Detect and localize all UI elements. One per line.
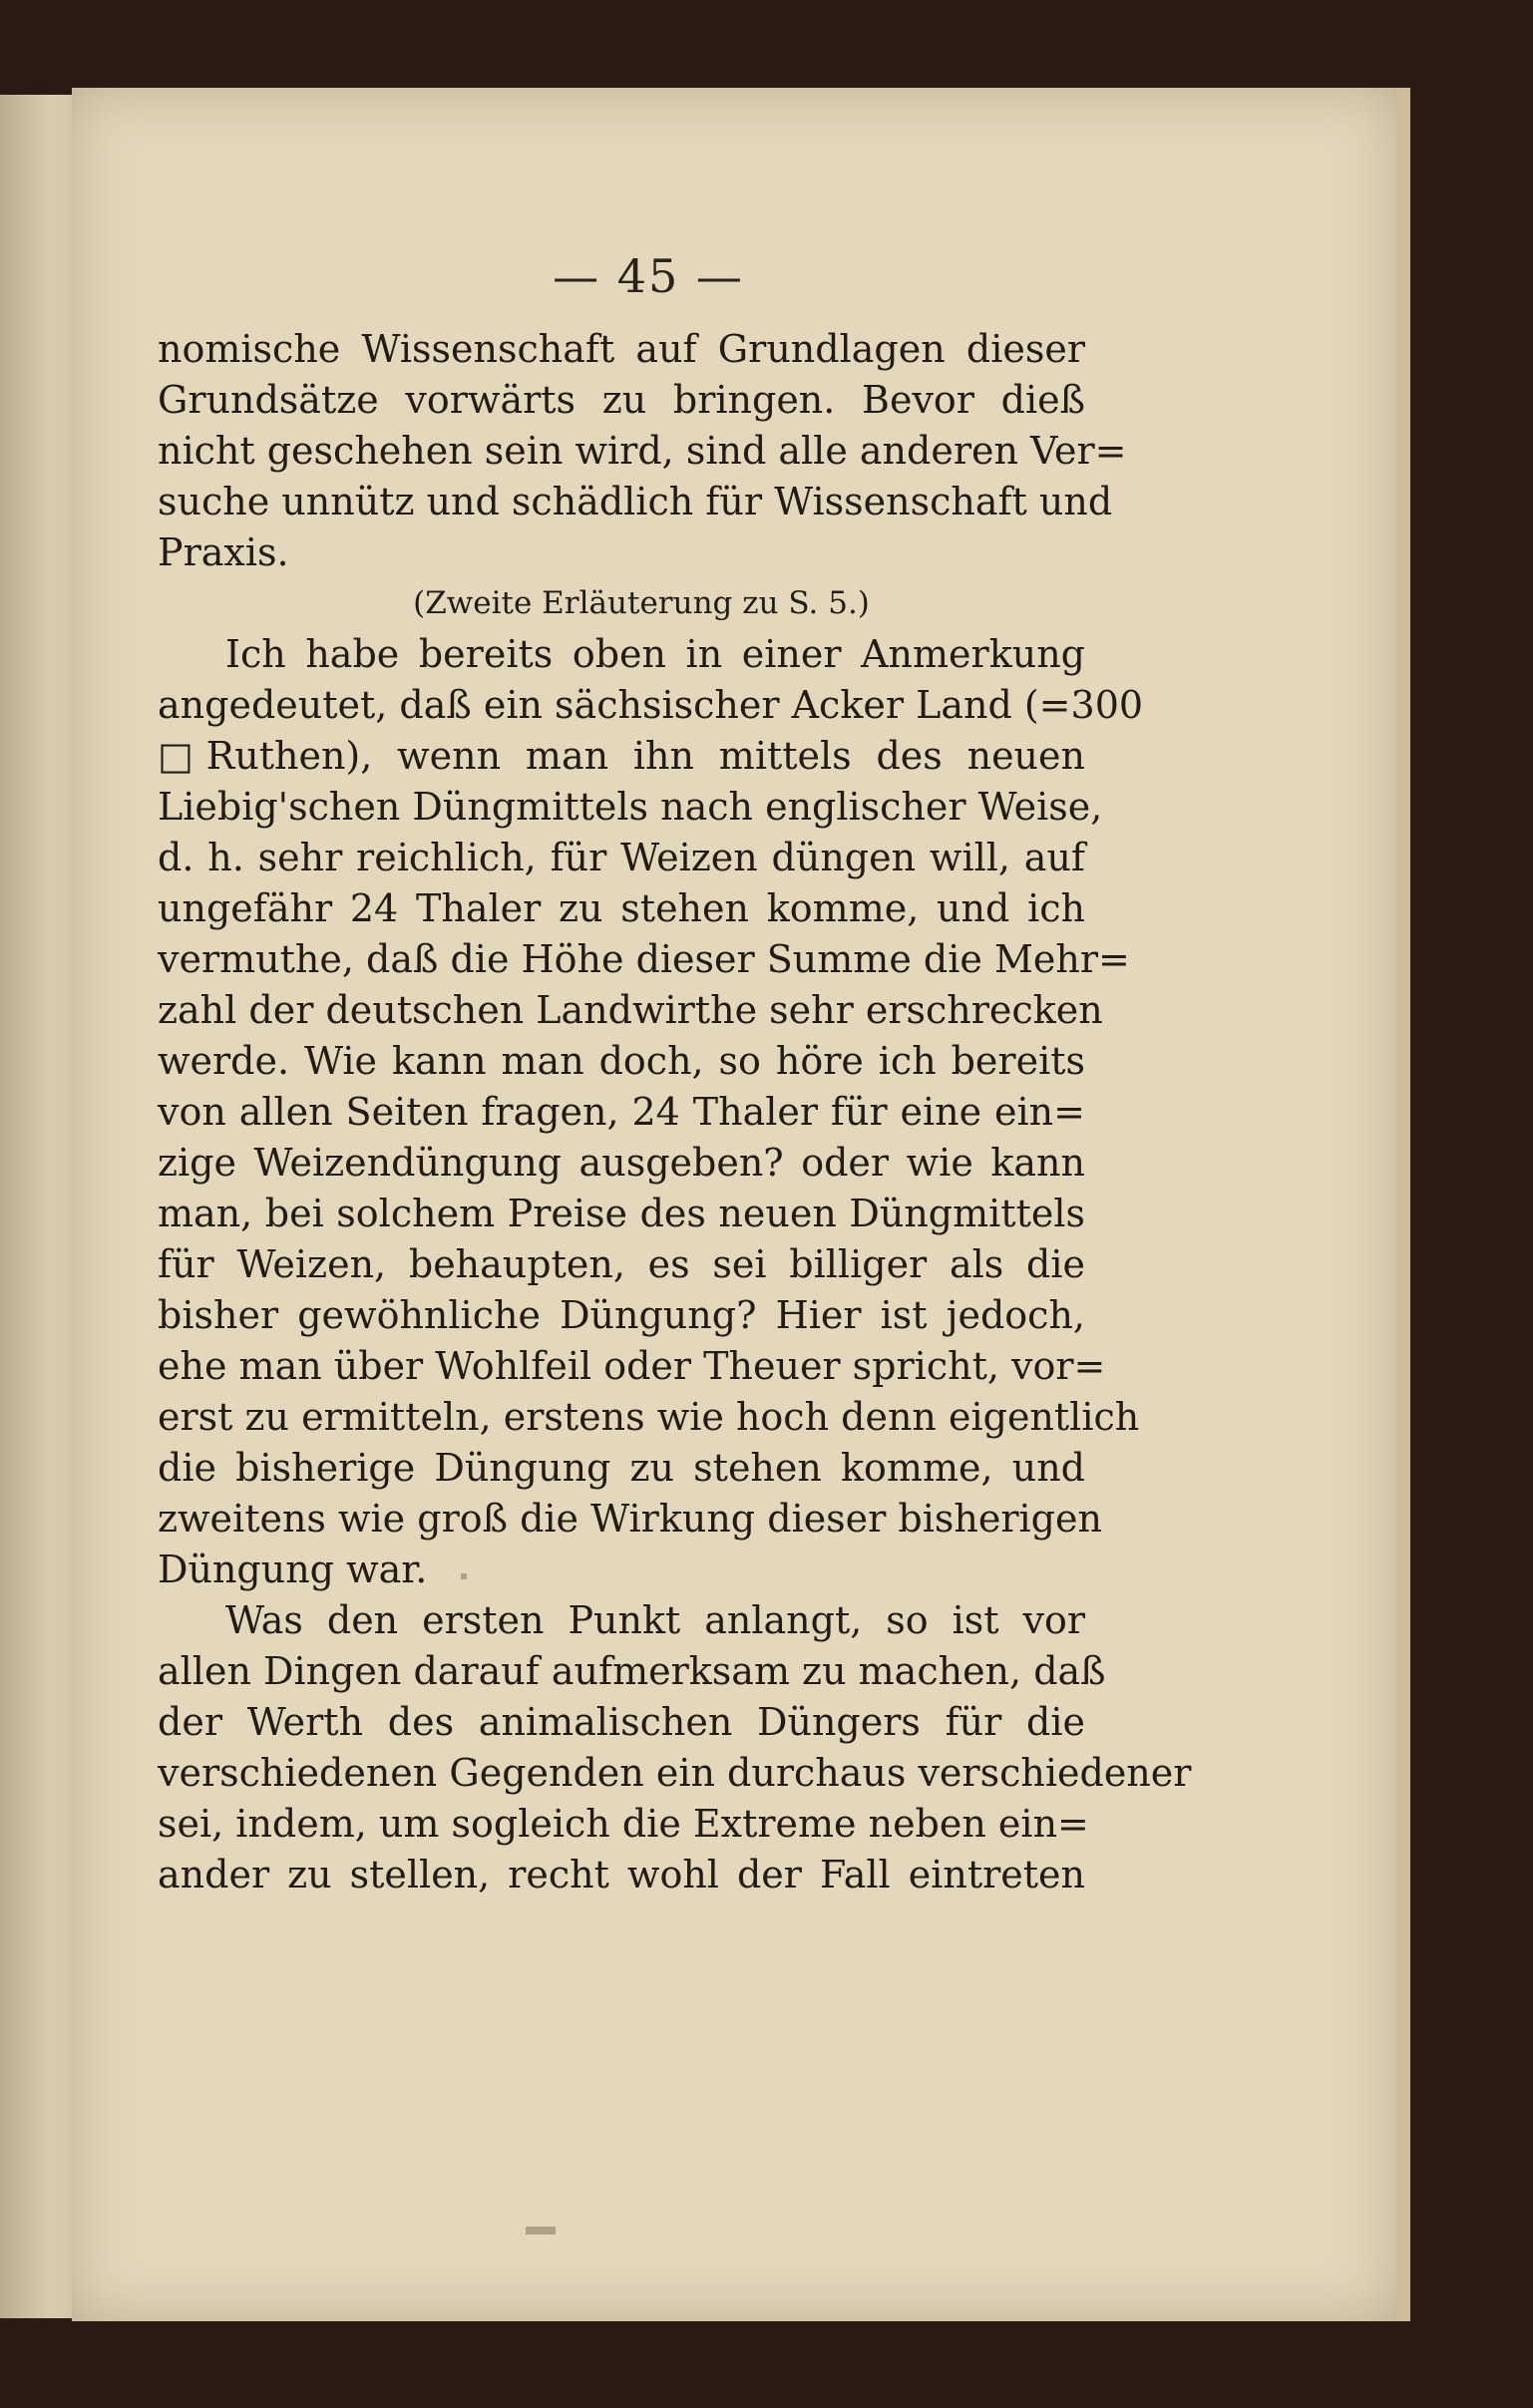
text-line: nomische Wissenschaft auf Grundlagen dieser: [158, 327, 1085, 371]
text-line: vermuthe, daß die Höhe dieser Summe die Mehr=: [158, 937, 1130, 981]
text-line: Grundsätze vorwärts zu bringen. Bevor dieß: [158, 378, 1085, 422]
section-heading: (Zweite Erläuterung zu S. 5.): [413, 585, 870, 621]
text-line: zweitens wie groß die Wirkung dieser bisherigen: [158, 1497, 1102, 1541]
paper-speck: [526, 2227, 556, 2235]
text-line: bisher gewöhnliche Düngung? Hier ist jedoch,: [158, 1293, 1085, 1337]
text-line: nicht geschehen sein wird, sind alle anderen Ver=: [158, 429, 1127, 473]
text-line: zahl der deutschen Landwirthe sehr erschrecken: [158, 988, 1103, 1032]
text-line: d. h. sehr reichlich, für Weizen düngen will, auf: [158, 836, 1085, 879]
text-line: Ich habe bereits oben in einer Anmerkung: [225, 632, 1085, 676]
text-line: zige Weizendüngung ausgeben? oder wie kann: [158, 1141, 1085, 1185]
text-line: ehe man über Wohlfeil oder Theuer spricht, vor=: [158, 1344, 1106, 1388]
text-line: man, bei solchem Preise des neuen Düngmittels: [158, 1192, 1085, 1235]
text-line: suche unnütz und schädlich für Wissenschaft und: [158, 480, 1113, 523]
text-line: sei, indem, um sogleich die Extreme neben ein=: [158, 1802, 1089, 1846]
text-line: für Weizen, behaupten, es sei billiger als die: [158, 1242, 1085, 1286]
text-line: Liebig'schen Düngmittels nach englischer Weise,: [158, 785, 1103, 829]
text-line: □Ruthen), wenn man ihn mittels des neuen: [158, 734, 1085, 778]
text-line: ungefähr 24 Thaler zu stehen komme, und ich: [158, 886, 1085, 930]
text-line: Düngung war.: [158, 1548, 428, 1591]
body-text: [158, 324, 1192, 1900]
text-line: die bisherige Düngung zu stehen komme, und: [158, 1446, 1085, 1490]
text-line: allen Dingen darauf aufmerksam zu machen, daß: [158, 1649, 1106, 1693]
text-line: werde. Wie kann man doch, so höre ich bereits: [158, 1039, 1085, 1083]
text-line: Praxis.: [158, 530, 289, 574]
page-number: — 45 —: [553, 249, 744, 303]
text-line: erst zu ermitteln, erstens wie hoch denn eigentlich: [158, 1395, 1140, 1439]
text-line: verschiedenen Gegenden ein durchaus verschiedener: [158, 1751, 1192, 1795]
text-line: von allen Seiten fragen, 24 Thaler für eine ein=: [158, 1090, 1085, 1134]
text-line: ander zu stellen, recht wohl der Fall eintreten: [158, 1853, 1085, 1896]
text-line: Was den ersten Punkt anlangt, so ist vor: [225, 1598, 1085, 1642]
text-line: der Werth des animalischen Düngers für die: [158, 1700, 1085, 1744]
text-line: angedeutet, daß ein sächsischer Acker Land (=300: [158, 683, 1144, 727]
